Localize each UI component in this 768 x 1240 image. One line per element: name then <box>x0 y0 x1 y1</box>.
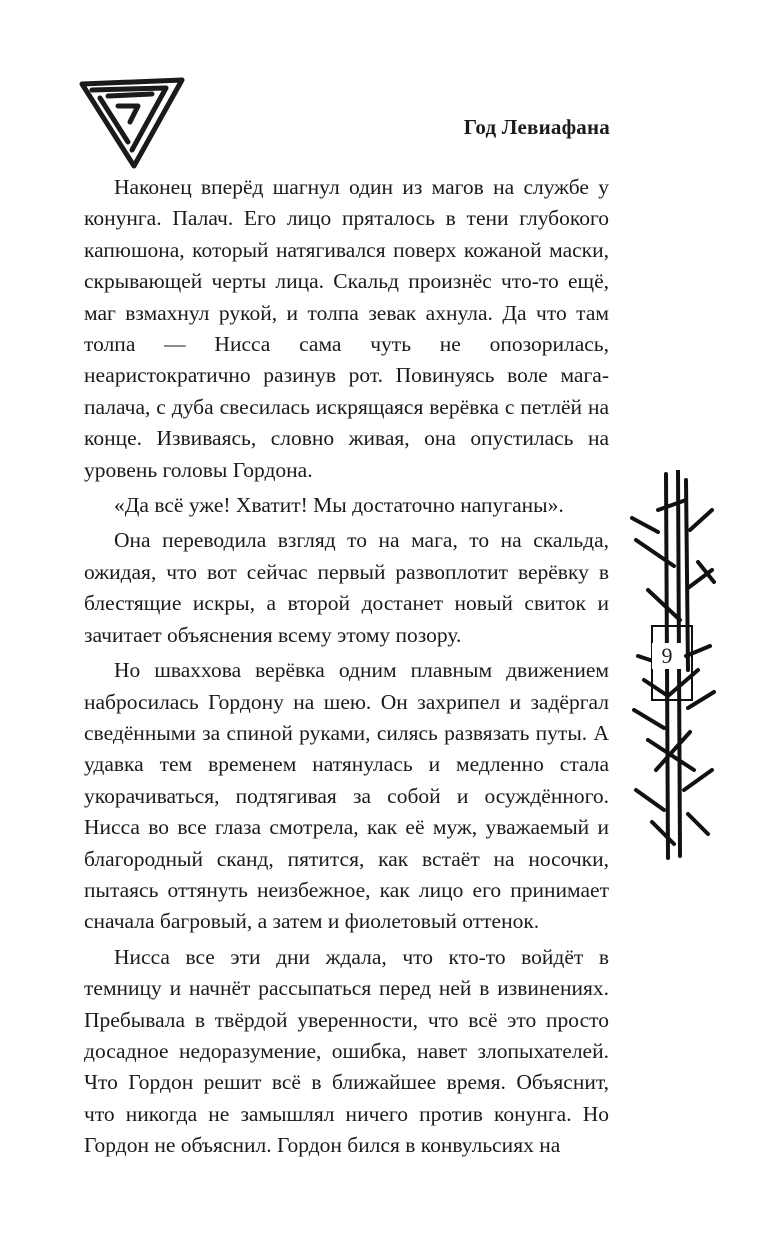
page-body <box>84 172 609 1162</box>
paragraph: «Да всё уже! Хватит! Мы достаточно напуганы». <box>114 493 564 518</box>
paragraph: Но шваххова верёвка одним плавным движением набросилась Гордону на шею. Он захрипел и задёргал сведёнными за спиной руками, силясь развязать путы. А удавка тем временем натянулась и медленно стала укорачиваться, подтягивая за собой и осуждённого. Нисса во все глаза смотрела, как её муж, уважаемый и благородный сканд, пятится, как встаёт на носочки, пытаясь оттянуть неизбежное, как лицо его принимает сначала багровый, а затем и фиолетовый оттенок. <box>84 658 609 934</box>
paragraph: Наконец вперёд шагнул один из магов на службе у конунга. Палач. Его лицо пряталось в тени глубокого капюшона, который натягивался поверх кожаной маски, скрывающей черты лица. Скальд произнёс что-то ещё, маг взмахнул рукой, и толпа зевак ахнула. Да что там толпа — Нисса сама чуть не опозорилась, неаристократично разинув рот. Повинуясь воле мага-палача, с дуба свесилась искрящаяся верёвка с петлёй на конце. Извиваясь, словно живая, она опустилась на уровень головы Гордона. <box>84 175 609 482</box>
page-number: 9 <box>652 643 682 669</box>
triangle-rune-icon <box>78 76 188 172</box>
paragraph: Она переводила взгляд то на мага, то на скальда, ожидая, что вот сейчас первый развоплотит верёвку в блестящие искры, а второй достанет новый свиток и зачитает объяснения всему этому позору. <box>84 528 609 647</box>
paragraph: Нисса все эти дни ждала, что кто-то войдёт в темницу и начнёт рассыпаться перед ней в извинениях. Пребывала в твёрдой уверенности, что всё это просто досадное недоразумение, ошибка, навет злопыхателей. Что Гордон решит всё в ближайшее время. Объяснит, что никогда не замышлял ничего против конунга. Но Гордон не объяснил. Гордон бился в конвульсиях на <box>84 944 609 1158</box>
running-title: Год Левиафана <box>463 115 610 139</box>
